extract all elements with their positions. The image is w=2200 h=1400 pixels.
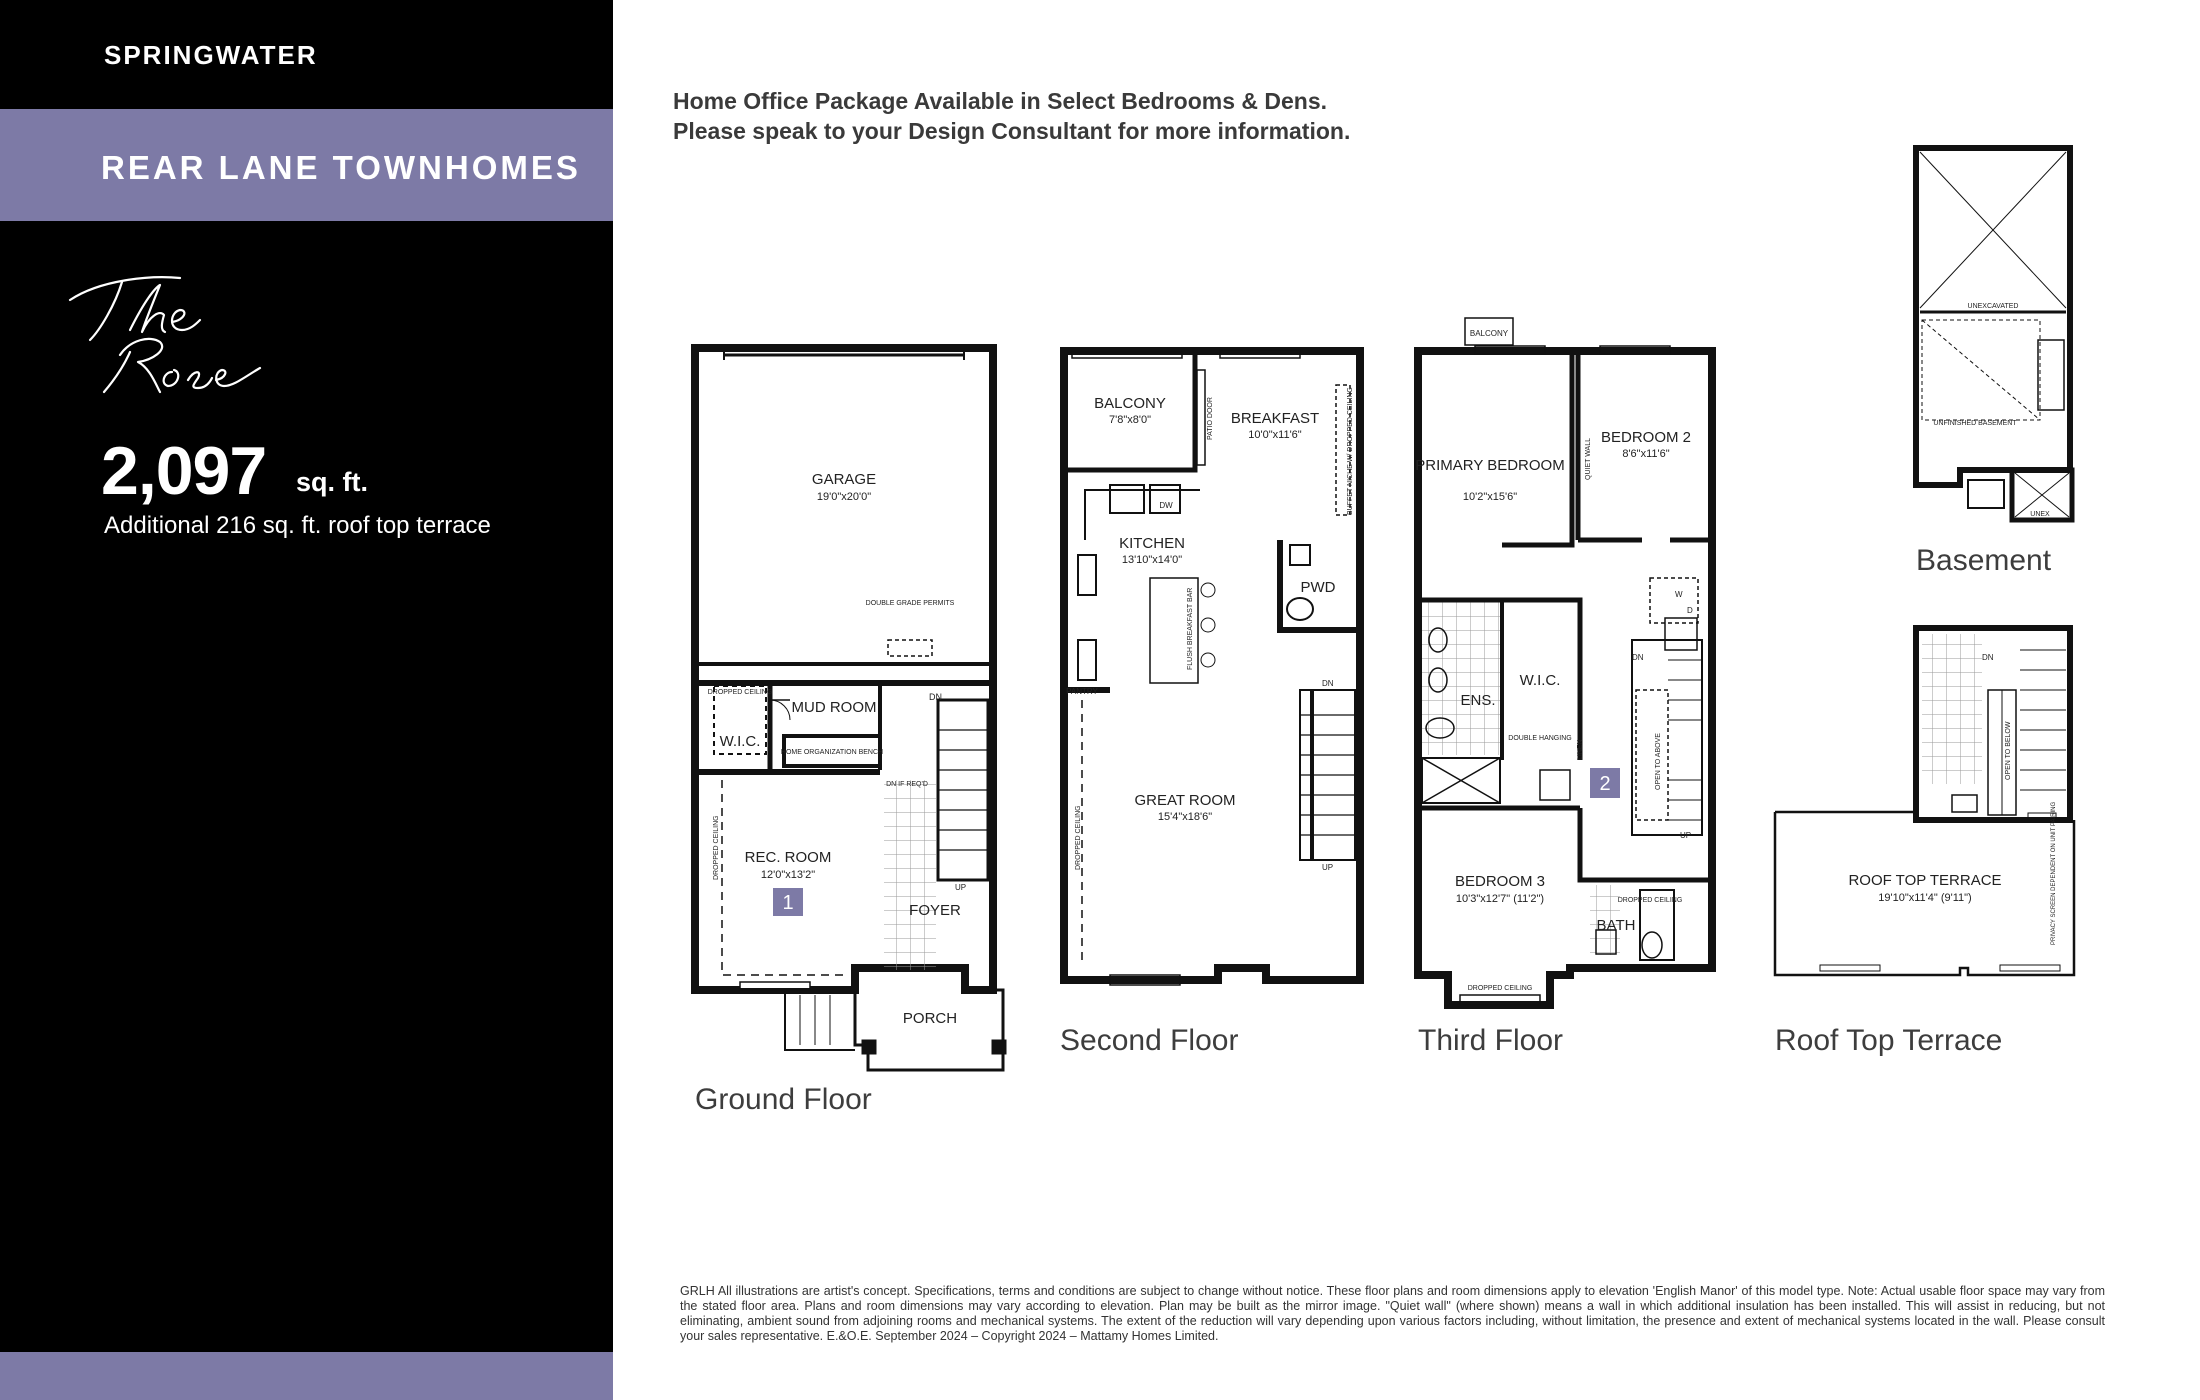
room-third-balcony: BALCONY bbox=[1469, 329, 1509, 338]
note-unex: UNEX bbox=[2030, 511, 2050, 518]
note-dn: DN bbox=[929, 692, 942, 702]
room-kitchen: KITCHEN bbox=[1119, 535, 1185, 552]
note-great-dropped: DROPPED CEILING bbox=[1075, 805, 1082, 870]
room-bedroom3: BEDROOM 3 bbox=[1454, 873, 1546, 890]
room-rec-dim: 12'0"x13'2" bbox=[760, 869, 816, 881]
note-privacy-screen: PRIVACY SCREEN DEPENDENT ON UNIT PAIRING bbox=[2051, 801, 2057, 945]
notice-line-2: Please speak to your Design Consultant for more information. bbox=[673, 118, 1351, 144]
note-dn-if-reqd: DN IF REQ'D bbox=[886, 781, 928, 788]
caption-second-floor: Second Floor bbox=[1060, 1024, 1239, 1057]
room-roof-terrace: ROOF TOP TERRACE bbox=[1848, 872, 2002, 889]
room-primary-dim: 10'2"x15'6" bbox=[1462, 491, 1518, 503]
room-kitchen-dim: 13'10"x14'0" bbox=[1121, 554, 1183, 566]
room-roof-terrace-dim: 19'10"x11'4" (9'11") bbox=[1878, 892, 1972, 904]
note-third-up: UP bbox=[1680, 831, 1692, 840]
note-second-dn: DN bbox=[1322, 679, 1334, 688]
caption-third-floor: Third Floor bbox=[1418, 1024, 1564, 1057]
note-flush-bar: FLUSH BREAKFAST BAR bbox=[1187, 587, 1194, 670]
caption-roof-terrace: Roof Top Terrace bbox=[1775, 1024, 2003, 1057]
second-floor-plan bbox=[1064, 350, 1360, 985]
note-pantry: PANTRY bbox=[1066, 687, 1098, 696]
additional-area: Additional 216 sq. ft. roof top terrace bbox=[104, 512, 491, 539]
caption-ground-floor: Ground Floor bbox=[695, 1083, 872, 1116]
room-bedroom2-dim: 8'6"x11'6" bbox=[1622, 448, 1670, 460]
room-balcony-dim: 7'8"x8'0" bbox=[1109, 414, 1151, 426]
square-footage-unit: sq. ft. bbox=[296, 467, 368, 497]
note-double-hanging: DOUBLE HANGING bbox=[1508, 735, 1572, 742]
room-rec: REC. ROOM bbox=[744, 849, 832, 866]
caption-basement: Basement bbox=[1916, 544, 2052, 577]
room-balcony: BALCONY bbox=[1094, 395, 1166, 412]
note-linen: LINEN bbox=[1577, 739, 1584, 760]
note-buffet-niche: BUFFET NICHE W/ DROPPED CEILING bbox=[1347, 387, 1354, 515]
note-unexcavated: UNEXCAVATED bbox=[1967, 303, 2019, 310]
room-pwd: PWD bbox=[1300, 579, 1336, 596]
note-dryer: D bbox=[1687, 606, 1693, 615]
room-bath: BATH bbox=[1596, 917, 1636, 934]
room-breakfast: BREAKFAST bbox=[1230, 410, 1320, 427]
square-footage: 2,097 bbox=[101, 433, 267, 509]
plan-marker-1-label: 1 bbox=[782, 892, 794, 914]
note-home-organization: HOME ORGANIZATION BENCH bbox=[780, 749, 884, 756]
room-great-dim: 15'4"x18'6" bbox=[1157, 811, 1213, 823]
note-third-dn: DN bbox=[1632, 653, 1644, 662]
note-bed3-dropped: DROPPED CEILING bbox=[1467, 985, 1533, 992]
note-dropped-ceiling-wic: DROPPED CEILING bbox=[707, 689, 773, 696]
legal-disclaimer: GRLH All illustrations are artist's concept. Specifications, terms and conditions are subject to change without notice. These floor plans and room dimensions apply to elevation 'English Manor' of this model type. Note: Actual usable floor space may vary from the stated floor area. Plans and room dimensions may vary according to elevation. Plan may be built as the mirror image. "Quiet wall" (where shown) means a wall in which additional insulation has been installed. This will assist in reducing, but not eliminating, ambient sound from adjoining rooms and mechanical systems. The extent of the reduction will vary depending upon various factors including, without limitation, the presence and extent of mechanical systems located in the wall. Please consult your sales representative. E.&O.E. September 2024 – Copyright 2024 – Mattamy Homes Limited. bbox=[680, 1284, 2105, 1343]
note-open-to-below: OPEN TO BELOW bbox=[2005, 721, 2012, 780]
brand-name: SPRINGWATER bbox=[104, 40, 318, 70]
note-quiet-wall: QUIET WALL bbox=[1585, 437, 1592, 480]
note-rec-dropped-ceiling: DROPPED CEILING bbox=[713, 815, 720, 880]
collection-title: REAR LANE TOWNHOMES bbox=[101, 149, 581, 186]
roof-terrace-plan bbox=[1775, 628, 2074, 975]
note-unfinished: UNFINISHED BASEMENT bbox=[1933, 420, 2017, 427]
note-washer: W bbox=[1675, 590, 1683, 599]
note-double-grade: DOUBLE GRADE PERMITS bbox=[865, 600, 955, 607]
room-foyer: FOYER bbox=[909, 902, 961, 919]
note-roof-dn: DN bbox=[1982, 653, 1994, 662]
note-bath-dropped: DROPPED CEILING bbox=[1617, 897, 1683, 904]
room-wic: W.I.C. bbox=[719, 733, 761, 750]
note-up: UP bbox=[955, 883, 967, 892]
basement-plan bbox=[1916, 148, 2072, 520]
plan-marker-2-label: 2 bbox=[1599, 773, 1611, 795]
room-breakfast-dim: 10'0"x11'6" bbox=[1248, 429, 1302, 441]
room-primary: PRIMARY BEDROOM bbox=[1415, 457, 1565, 474]
note-dw: DW bbox=[1159, 501, 1173, 510]
room-mud: MUD ROOM bbox=[791, 699, 877, 716]
room-garage: GARAGE bbox=[811, 471, 877, 488]
room-third-wic: W.I.C. bbox=[1519, 672, 1561, 689]
room-bedroom3-dim: 10'3"x12'7" (11'2") bbox=[1455, 893, 1545, 905]
note-open-to-above: OPEN TO ABOVE bbox=[1655, 733, 1662, 790]
room-bedroom2: BEDROOM 2 bbox=[1600, 429, 1692, 446]
room-great: GREAT ROOM bbox=[1134, 792, 1236, 809]
room-ens: ENS. bbox=[1460, 692, 1496, 709]
notice-line-1: Home Office Package Available in Select Bedrooms & Dens. bbox=[673, 88, 1328, 114]
note-second-up: UP bbox=[1322, 863, 1334, 872]
room-porch: PORCH bbox=[902, 1010, 958, 1027]
room-garage-dim: 19'0"x20'0" bbox=[816, 491, 872, 503]
note-patio-door: PATIO DOOR bbox=[1207, 397, 1214, 440]
